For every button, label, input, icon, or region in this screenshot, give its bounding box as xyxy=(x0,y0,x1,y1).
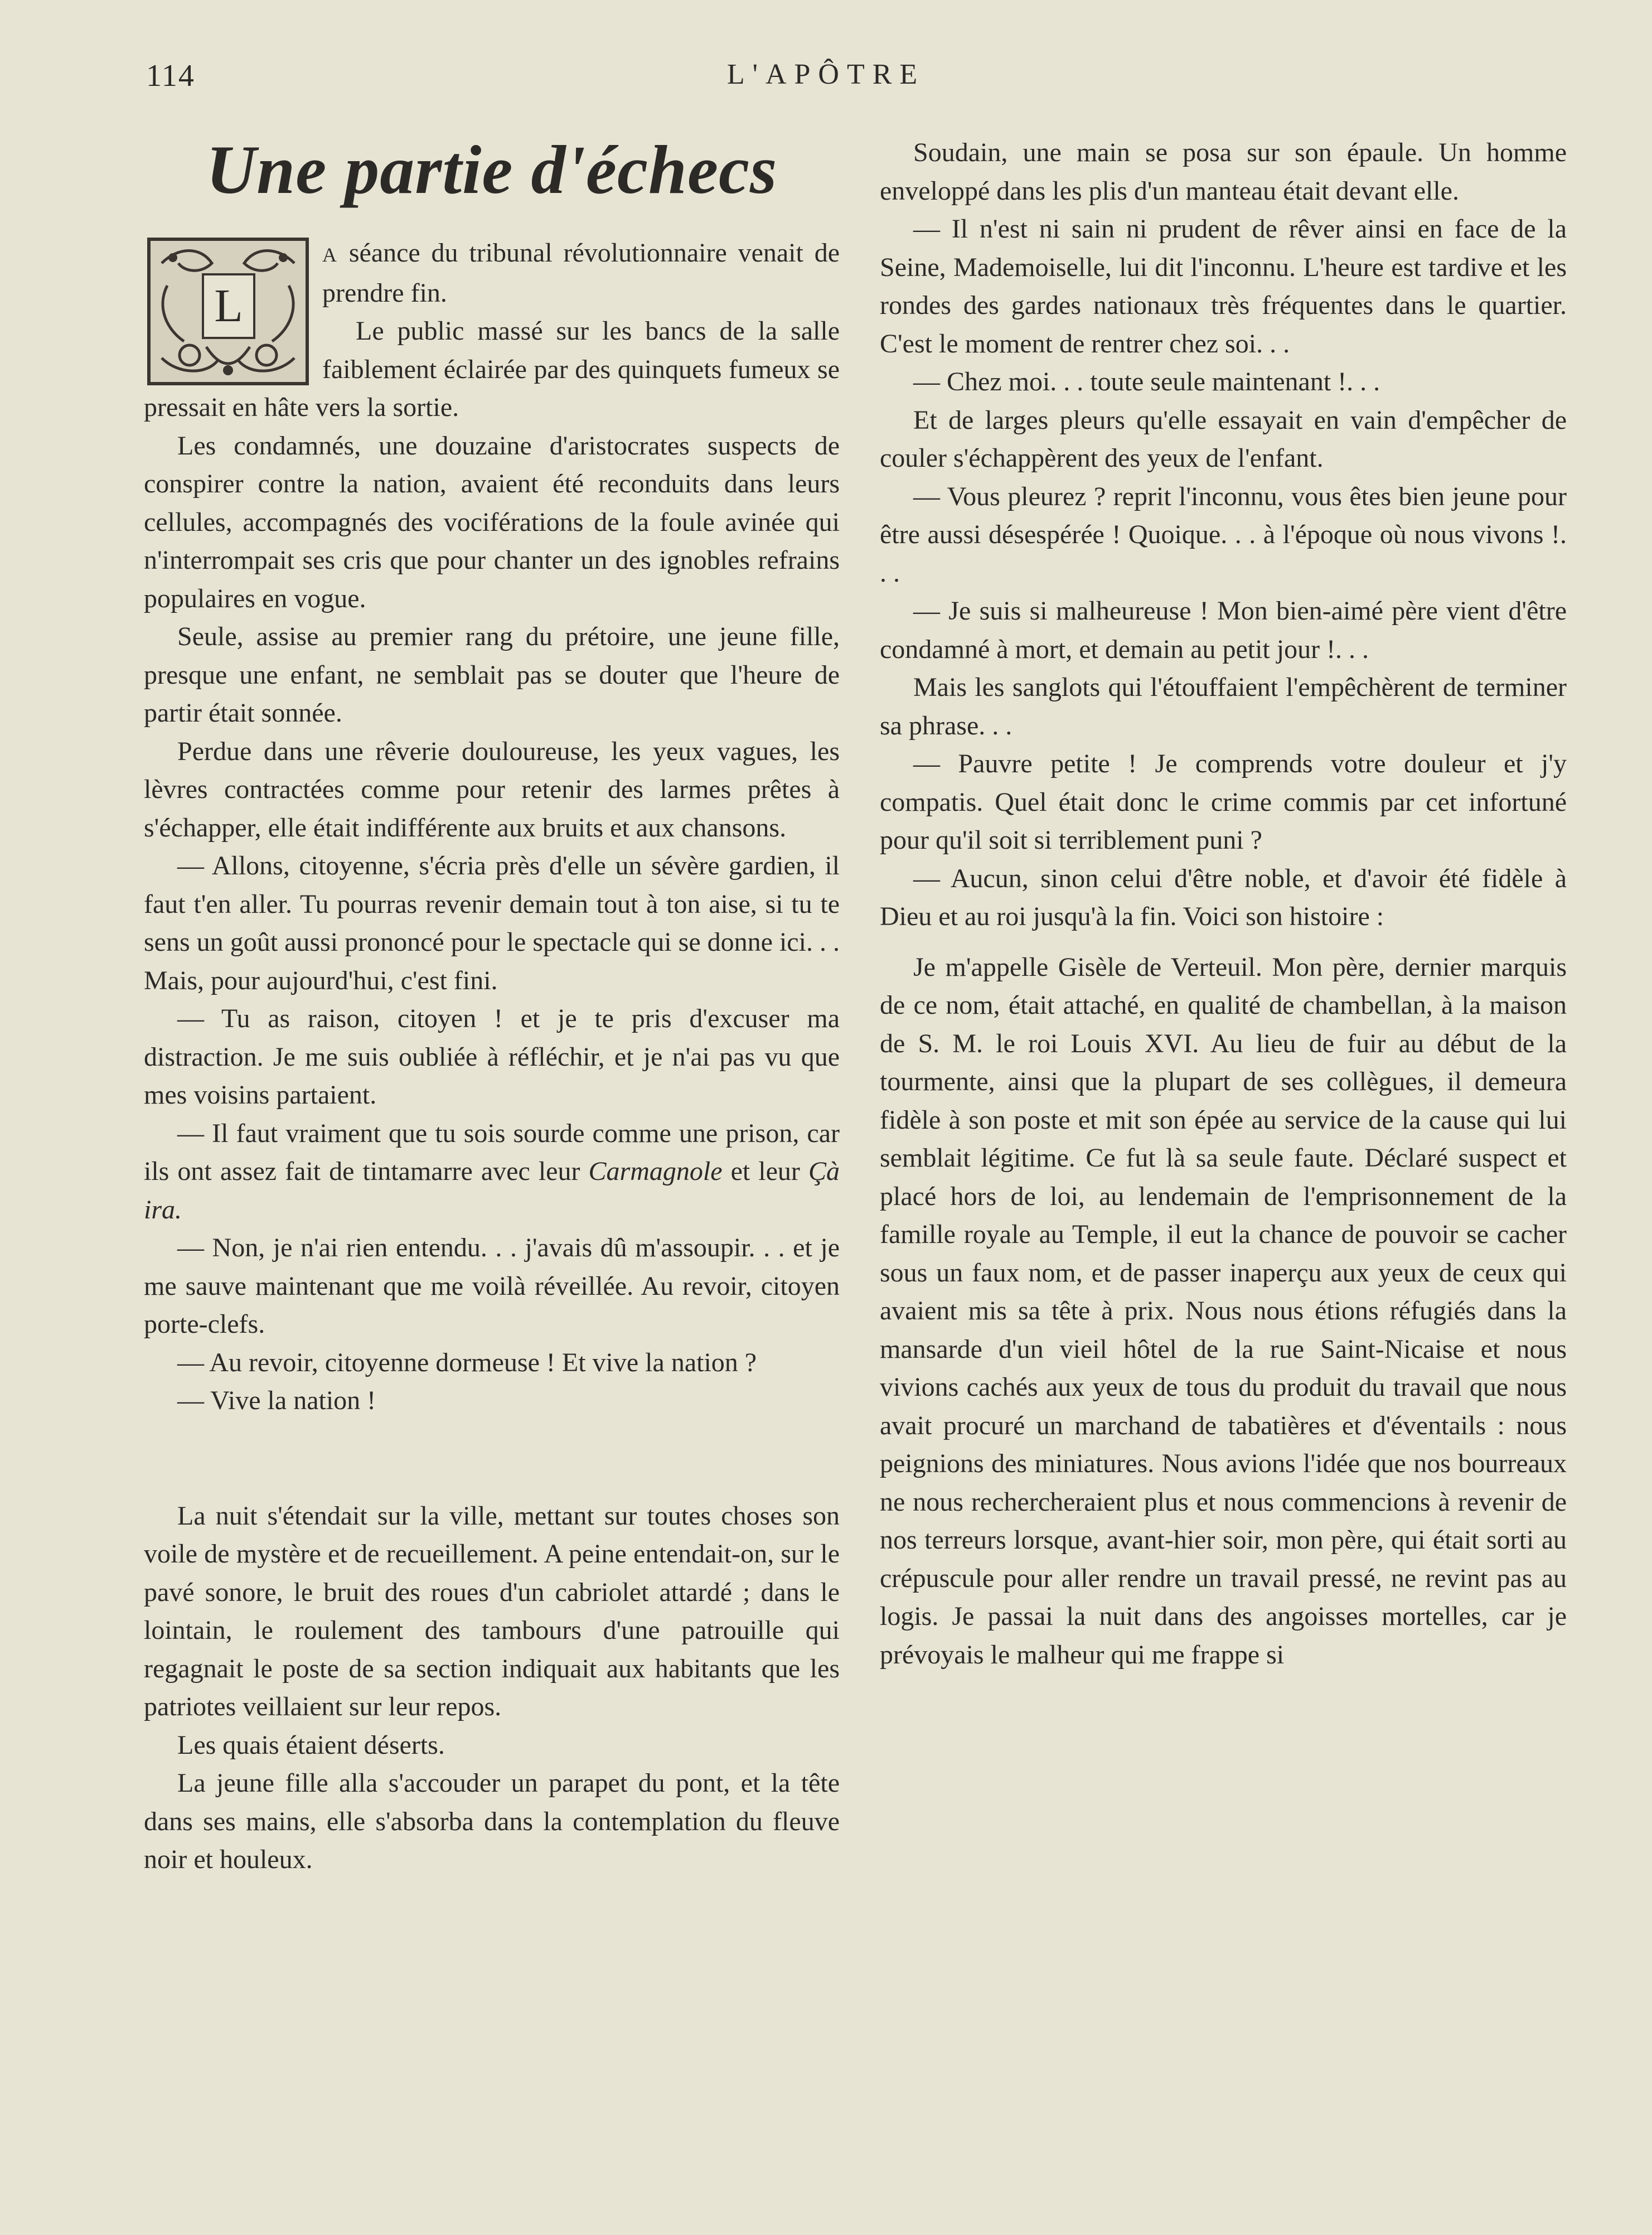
paragraph: La nuit s'étendait sur la ville, mettant sur toutes choses son voile de mystère et de recueillement. A peine entendait-on, sur le pavé sonore, le bruit des roues d'un cabriolet attardé ; dans le lointain, le roulement des tambours d'une patrouille qui regagnait le poste de sa section indiquait aux habitants que les patriotes veillaient sur leur repos. xyxy=(144,1501,840,1721)
article-title: Une partie d'échecs xyxy=(206,132,778,208)
dialogue-paragraph: — Chez moi. . . toute seule maintenant !. . . xyxy=(913,367,1380,396)
dialogue-paragraph: — Tu as raison, citoyen ! et je te pris d'excuser ma distraction. Je me suis oubliée à réfléchir, et je n'ai pas vu que mes voisins partaient. xyxy=(144,1004,840,1110)
first-paragraph xyxy=(144,234,840,332)
paragraph: Les quais étaient déserts. xyxy=(177,1730,445,1760)
paragraph: Mais les sanglots qui l'étouffaient l'empêchèrent de terminer sa phrase. . . xyxy=(880,673,1567,741)
dialogue-paragraph-carmagnole: — Il faut vraiment que tu sois sourde comme une prison, car ils ont assez fait de tintamarre avec leur Carmagnole et leur Çà ira. xyxy=(144,1118,840,1225)
smallcap-a: A xyxy=(322,244,338,266)
dialogue-paragraph: — Aucun, sinon celui d'être noble, et d'avoir été fidèle à Dieu et au roi jusqu'à la fin. Voici son histoire : xyxy=(880,863,1567,931)
dialogue-paragraph: — Au revoir, citoyenne dormeuse ! Et vive la nation ? xyxy=(177,1347,757,1377)
dialogue-paragraph: — Non, je n'ai rien entendu. . . j'avais dû m'assoupir. . . et je me sauve maintenant que me voilà réveillée. Au revoir, citoyen porte-clefs. xyxy=(144,1233,840,1339)
paragraph: Perdue dans une rêverie douloureuse, les yeux vagues, les lèvres contractées comme pour retenir des larmes prêtes à s'échapper, elle était indifférente aux bruits et aux chansons. xyxy=(144,736,840,843)
right-column xyxy=(880,134,1567,1674)
dialogue-paragraph: — Pauvre petite ! Je comprends votre douleur et j'y compatis. Quel était donc le crime commis par cet infortuné pour qu'il soit si terriblement puni ? xyxy=(880,749,1567,855)
paragraph: Et de larges pleurs qu'elle essayait en vain d'empêcher de couler s'échappèrent des yeux de l'enfant. xyxy=(880,405,1567,473)
paragraph: Le public massé sur les bancs de la salle faiblement éclairée par des quinquets fumeux se pressait en hâte vers la sortie. xyxy=(144,316,840,422)
paragraph: Seule, assise au premier rang du prétoire, une jeune fille, presque une enfant, ne semblait pas se douter que l'heure de partir était sonnée. xyxy=(144,622,840,728)
dialogue-paragraph: — Vous pleurez ? reprit l'inconnu, vous êtes bien jeune pour être aussi désespérée ! Quoique. . . à l'époque où nous vivons !. . . xyxy=(880,481,1567,588)
song-title-ca-ira: Çà ira. xyxy=(144,1157,840,1225)
paragraph: La jeune fille alla s'accouder un parapet du pont, et la tête dans ses mains, elle s'absorba dans la contemplation du fleuve noir et houleux. xyxy=(144,1768,840,1874)
dialogue-paragraph: — Vive la nation ! xyxy=(177,1386,376,1415)
dialogue-paragraph: — Allons, citoyenne, s'écria près d'elle un sévère gardien, il faut t'en aller. Tu pourras revenir demain tout à ton aise, si tu te sens un goût aussi prononcé pour le spectacle qui se donne ici. . . Mais, pour aujourd'hui, c'est fini. xyxy=(144,851,840,995)
paragraph: Les condamnés, une douzaine d'aristocrates suspects de conspirer contre la nation, avaient été reconduits dans leurs cellules, accompagnés des vociférations de la foule avinée qui n'interrompait ses cris que pour chanter un des ignobles refrains populaires en vogue. xyxy=(144,430,840,613)
paragraph: Je m'appelle Gisèle de Verteuil. Mon père, dernier marquis de ce nom, était attaché, en qualité de chambellan, à la maison de S. M. le roi Louis XVI. Au lieu de fuir au début de la tourmente, ainsi que la plupart de ses collègues, il demeura fidèle à son poste et mit son épée au service de la cause qui lui semblait légitime. Ce fut là sa seule faute. Déclaré suspect et placé hors de loi, au lendemain de l'emprisonnement de la famille royale au Temple, il eut la chance de pouvoir se cacher sous un faux nom, et de passer inaperçu aux yeux de ceux qui avaient mis sa tête à prix. Nous nous étions réfugiés dans la mansarde d'un vieil hôtel de la rue Saint-Nicaise et nous vivions cachés aux yeux de tous du produit du travail que nous avait procuré un marchand de tabatières et d'éventails : nous peignions des miniatures. Nous avions l'idée que nos bourreaux ne nous rechercheraient plus et nous commencions à revenir de nos terreurs lorsque, avant-hier soir, mon père, qui était sorti au crépuscule pour aller rendre un travail pressé, ne revint pas au logis. Je passai la nuit dans des angoisses mortelles, car je prévoyais le malheur qui me frappe si xyxy=(880,952,1567,1670)
dropcap-letter: L xyxy=(202,273,255,339)
left-column xyxy=(144,134,840,1879)
running-title: L'APÔTRE xyxy=(726,59,926,90)
dialogue-paragraph: — Il n'est ni sain ni prudent de rêver ainsi en face de la Seine, Mademoiselle, lui dit l'inconnu. L'heure est tardive et les rondes des gardes nationaux très fréquentes dans le quartier. C'est le moment de rentrer chez soi. . . xyxy=(880,214,1567,359)
page-number: 114 xyxy=(146,59,195,93)
ornamental-dropcap xyxy=(147,238,309,385)
paragraph: Soudain, une main se posa sur son épaule. Un homme enveloppé dans les plis d'un manteau était devant elle. xyxy=(880,138,1567,206)
first-paragraph-text: séance du tribunal révolutionnaire venait de prendre fin. xyxy=(322,238,840,308)
song-title-carmagnole: Carmagnole xyxy=(588,1157,723,1186)
dialogue-paragraph: — Je suis si malheureuse ! Mon bien-aimé père vient d'être condamné à mort, et demain au petit jour !. . . xyxy=(880,596,1567,664)
